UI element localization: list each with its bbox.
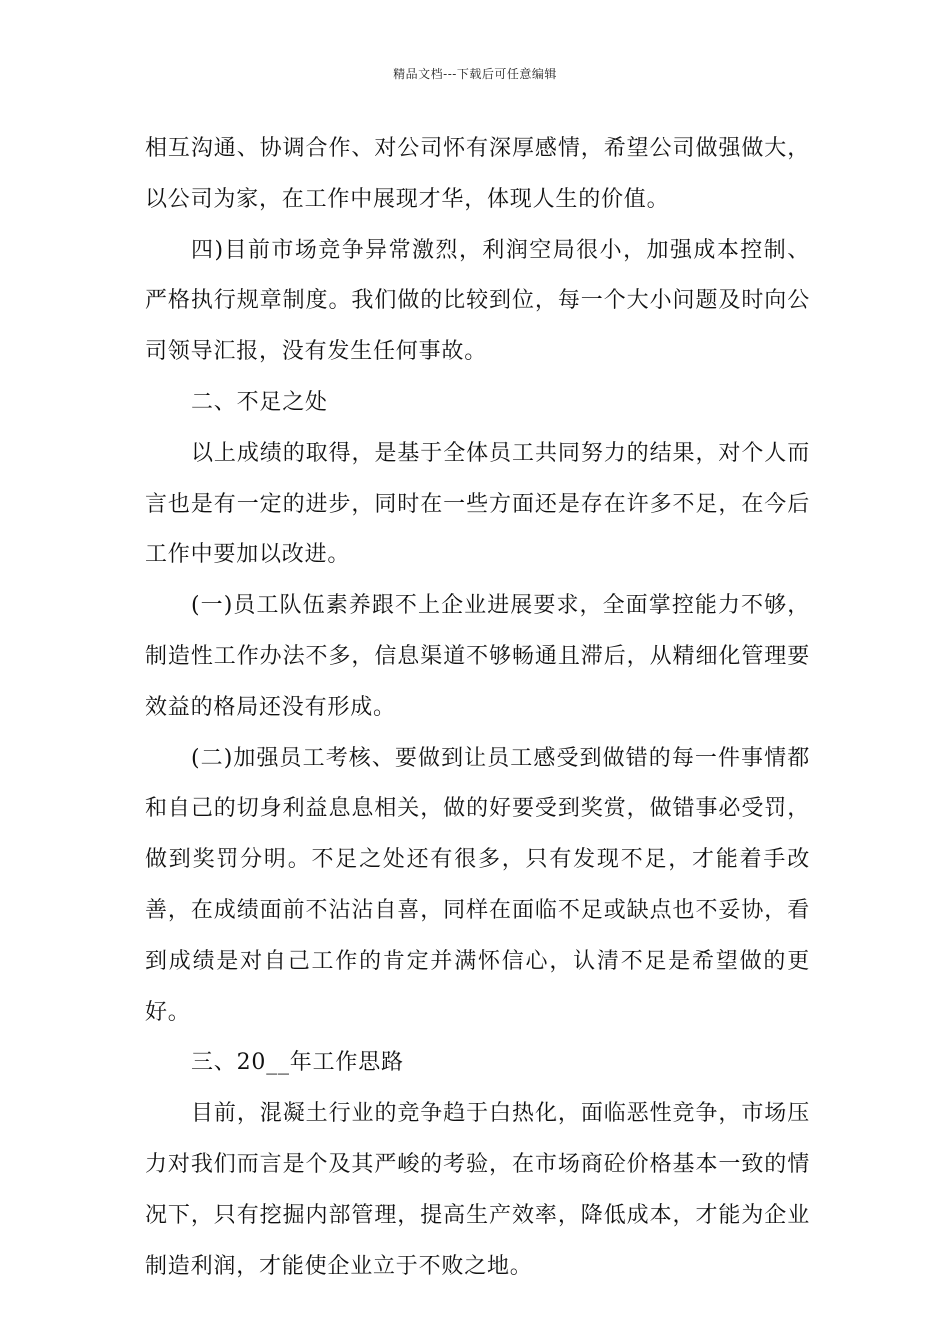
paragraph-continuation: 相互沟通、协调合作、对公司怀有深厚感情，希望公司做强做大，以公司为家，在工作中展现才华，体现人生的价值。 (145, 136, 810, 212)
paragraph-staff-assessment: (二)加强员工考核、要做到让员工感受到做错的每一件事情都和自己的切身利益息息相关，做的好要受到奖赏，做错事必受罚，做到奖罚分明。不足之处还有很多，只有发现不足，才能着手改善，在成绩面前不沾沾自喜，同样在面临不足或缺点也不妥协，看到成绩是对自己工作的肯定并满怀信心，认清不足是希望做的更好。 (145, 745, 810, 1025)
paragraph-staff-quality: (一)员工队伍素养跟不上企业进展要求，全面掌控能力不够，制造性工作办法不多，信息渠道不够畅通且滞后，从精细化管理要效益的格局还没有形成。 (145, 593, 810, 720)
document-body (145, 124, 810, 1292)
section-heading-work-plan: 三、20__年工作思路 (191, 1050, 404, 1076)
section-heading-shortcomings: 二、不足之处 (191, 389, 328, 415)
paragraph-achievements: 以上成绩的取得，是基于全体员工共同努力的结果，对个人而言也是有一定的进步，同时在一些方面还是存在许多不足，在今后工作中要加以改进。 (145, 440, 810, 568)
paragraph-cost-control: 四)目前市场竞争异常激烈，利润空局很小，加强成本控制、严格执行规章制度。我们做的比较到位，每一个大小问题及时向公司领导汇报，没有发生任何事故。 (145, 237, 810, 365)
page-header: 精品文档---下载后可任意编辑 (393, 67, 557, 81)
paragraph-market-situation: 目前，混凝土行业的竞争趋于白热化，面临恶性竞争，市场压力对我们而言是个及其严峻的考验，在市场商砼价格基本一致的情况下，只有挖掘内部管理，提高生产效率，降低成本，才能为企业制造利润，才能使企业立于不败之地。 (145, 1101, 810, 1279)
